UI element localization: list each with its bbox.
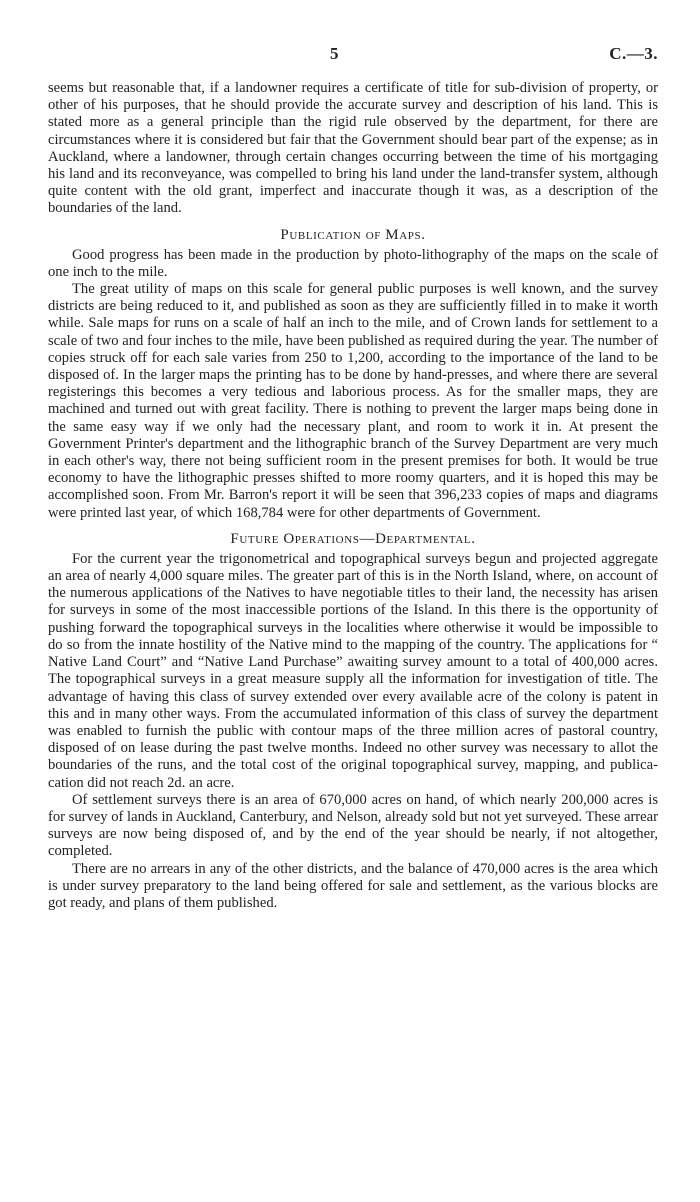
- document-body: [48, 80, 658, 912]
- section-heading-maps: Publication of Maps.: [280, 226, 426, 243]
- paragraph: There are no arrears in any of the other districts, and the balance of 470,000 acres is the area which is under survey preparatory to the land being offered for sale and settlement, as the various blocks are got ready, and plans of them published.: [48, 860, 658, 911]
- section-heading-future-operations: Future Operations—Departmental.: [230, 530, 476, 547]
- page-number: 5: [330, 44, 339, 63]
- paragraph: Of settlement surveys there is an area of 670,000 acres on hand, of which nearly 200,000 acres is for survey of lands in Auckland, Canterbury, and Nelson, already sold but not yet surveyed. These arrear surveys are now being disposed of, and by the end of the year should be nearly, if not altogether, completed.: [48, 791, 658, 860]
- page-header: [0, 44, 700, 66]
- document-reference: C.—3.: [609, 44, 658, 63]
- paragraph: Good progress has been made in the production by photo-lithography of the maps on the scale of one inch to the mile.: [48, 246, 658, 280]
- paragraph: The great utility of maps on this scale for general public purposes is well known, and the survey districts are being reduced to it, and published as soon as they are sufficiently filled in to make it worth while. Sale maps for runs on a scale of half an inch to the mile, and of Crown lands for settlement to a scale of two and four inches to the mile, have been published as required during the year. The number of copies struck off for each sale varies from 250 to 1,200, according to the importance of the land to be disposed of. In the larger maps the printing has to be done by hand-presses, and where there are several registerings this becomes a very tedious and laborious process. As for the smaller maps, they are machined and turned out with great facility. There is nothing to prevent the larger maps being done in the same easy way if we only had the necessary plant, and room to work it in. At present the Government Printer's department and the lithographic branch of the Survey Department are very much in each other's way, there not being sufficient room in the present premises for both. It would be true economy to have the lithographic presses shifted to more roomy quarters, and it is hoped this may be accomplished soon. From Mr. Barron's report it will be seen that 396,233 copies of maps and diagrams were printed last year, of which 168,784 were for other departments of Government.: [48, 281, 658, 521]
- paragraph-continued: seems but reasonable that, if a landowner requires a certificate of title for sub-division of property, or other of his purposes, that he should provide the accurate survey and description of his land. This is stated more as a general principle than the rigid rule observed by the department, for there are circumstances where it is considered but fair that the Government should bear part of the expense; as in Auckland, where a landowner, through certain changes occurring between the time of his mortgaging his land and its reconveyance, was compelled to bring his land under the land-transfer system, although quite content with the old grant, imperfect and inaccurate though it was, as a description of the boundaries of the land.: [48, 80, 658, 217]
- paragraph: For the current year the trigonometrical and topographical surveys begun and projected aggregate an area of nearly 4,000 square miles. The greater part of this is in the North Island, where, on account of the numerous applications of the Natives to have negotiable titles to their land, the necessity has arisen for surveys in some of the most inaccessible portions of the Island. In this there is the opportunity of pushing forward the topographical surveys in the localities where otherwise it would be impossible to do so from the innate hostility of the Native mind to the mapping of the country. The applications for “ Native Land Court” and “Native Land Purchase” awaiting survey amount to a total of 400,000 acres. The topographical surveys in a great measure supply all the information for investigation of title. The advantage of having this class of survey extended over every available acre of the colony is patent in this and in many other ways. From the accumulated information of this class of survey the department was enabled to furnish the public with contour maps of the three million acres of pastoral country, disposed of on lease during the past twelve months. Indeed no other survey was necessary to allot the boundaries of the runs, and the total cost of the original topographical survey, mapping, and publica-cation did not reach 2d. an acre.: [48, 550, 658, 791]
